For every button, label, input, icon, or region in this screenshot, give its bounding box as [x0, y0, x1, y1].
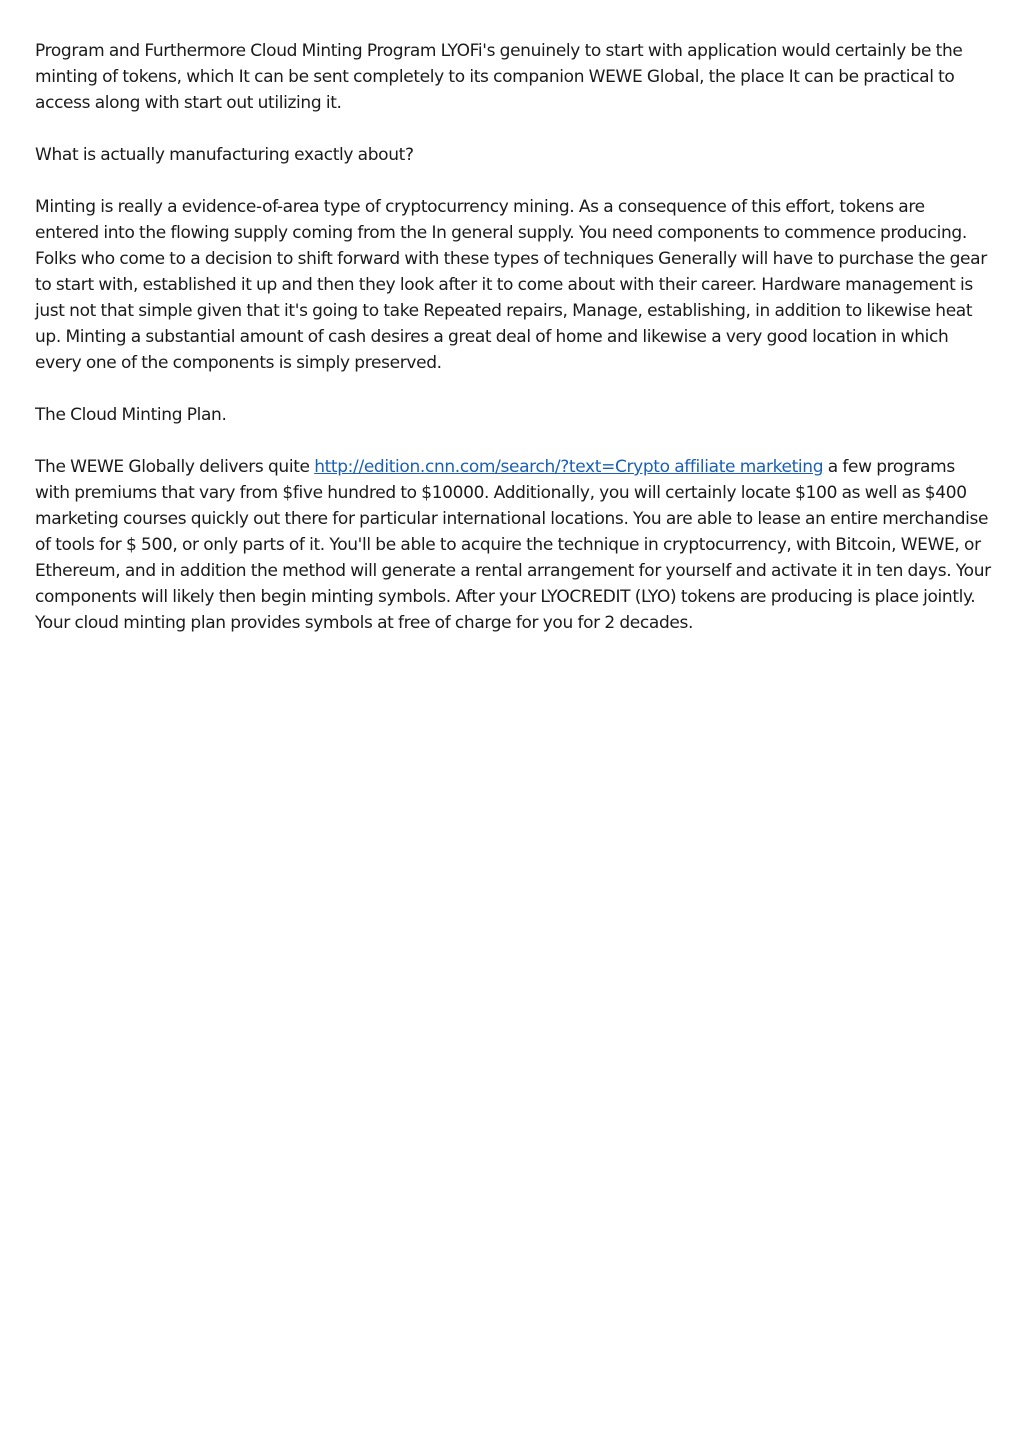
cnn-search-link[interactable]: http://edition.cnn.com/search/?text=Crypto affiliate marketing	[314, 457, 824, 477]
programs-text-after-link: a few programs with premiums that vary from $five hundred to $10000. Additionally, you will certainly locate $100 as well as $400 marketing courses quickly out there for particular international locations. You are able to lease an entire merchandise of tools for $ 500, or only parts of it. You'll be able to acquire the technique in cryptocurrency, with Bitcoin, WEWE, or Ethereum, and in addition the method will generate a rental arrangement for yourself and activate it in ten days. Your components will likely then begin minting symbols. After your LYOCREDIT (LYO) tokens are producing is place jointly. Your cloud minting plan provides symbols at free of charge for you for 2 decades.	[35, 457, 991, 633]
programs-paragraph	[35, 454, 993, 636]
cloud-minting-heading: The Cloud Minting Plan.	[35, 405, 227, 425]
document-page	[35, 38, 993, 662]
question-heading: What is actually manufacturing exactly about?	[35, 145, 414, 165]
programs-text-before-link: The WEWE Globally delivers quite	[35, 457, 315, 477]
minting-paragraph: Minting is really a evidence-of-area type of cryptocurrency mining. As a consequence of this effort, tokens are entered into the flowing supply coming from the In general supply. You need components to commence producing. Folks who come to a decision to shift forward with these types of techniques Generally will have to purchase the gear to start with, established it up and then they look after it to come about with their career. Hardware management is just not that simple given that it's going to take Repeated repairs, Manage, establishing, in addition to likewise heat up. Minting a substantial amount of cash desires a great deal of home and likewise a very good location in which every one of the components is simply preserved.	[35, 197, 987, 373]
intro-paragraph: Program and Furthermore Cloud Minting Program LYOFi's genuinely to start with application would certainly be the minting of tokens, which It can be sent completely to its companion WEWE Global, the place It can be practical to access along with start out utilizing it.	[35, 41, 963, 113]
